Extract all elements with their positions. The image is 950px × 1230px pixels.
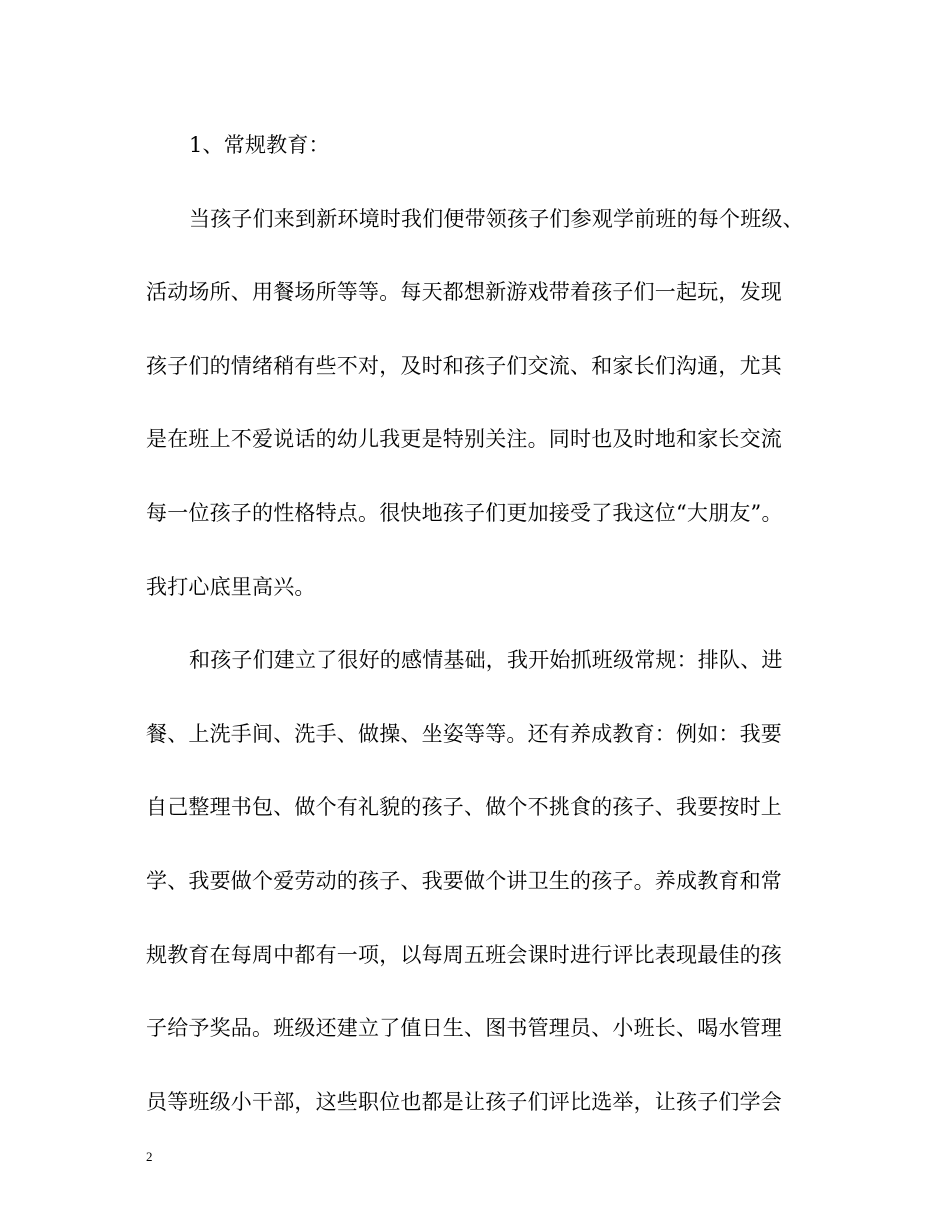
paragraph-line: 餐、上洗手间、洗手、做操、坐姿等等。还有养成教育：例如：我要	[146, 721, 782, 746]
paragraph-line: 我打心底里高兴。	[146, 574, 316, 599]
paragraph-line: 每一位孩子的性格特点。很快地孩子们更加接受了我这位“大朋友”。	[146, 500, 783, 525]
paragraph-line: 学、我要做个爱劳动的孩子、我要做个讲卫生的孩子。养成教育和常	[146, 868, 782, 893]
section-heading: 1、常规教育：	[189, 133, 330, 157]
paragraph-line: 规教育在每周中都有一项，以每周五班会课时进行评比表现最佳的孩	[146, 942, 782, 967]
paragraph-line: 员等班级小干部，这些职位也都是让孩子们评比选举，让孩子们学会	[146, 1089, 782, 1114]
paragraph-line: 是在班上不爱说话的幼儿我更是特别关注。同时也及时地和家长交流	[146, 427, 782, 452]
paragraph-line: 自己整理书包、做个有礼貌的孩子、做个不挑食的孩子、我要按时上	[146, 795, 782, 820]
page-number: 2	[146, 1149, 153, 1164]
paragraph-line: 和孩子们建立了很好的感情基础，我开始抓班级常规：排队、进	[189, 648, 783, 673]
paragraph-line: 当孩子们来到新环境时我们便带领孩子们参观学前班的每个班级、	[189, 206, 804, 231]
document-body	[146, 122, 814, 1152]
paragraph-line: 子给予奖品。班级还建立了值日生、图书管理员、小班长、喝水管理	[146, 1016, 782, 1041]
paragraph-line: 活动场所、用餐场所等等。每天都想新游戏带着孩子们一起玩，发现	[146, 280, 782, 305]
paragraph-line: 孩子们的情绪稍有些不对，及时和孩子们交流、和家长们沟通，尤其	[146, 353, 782, 378]
